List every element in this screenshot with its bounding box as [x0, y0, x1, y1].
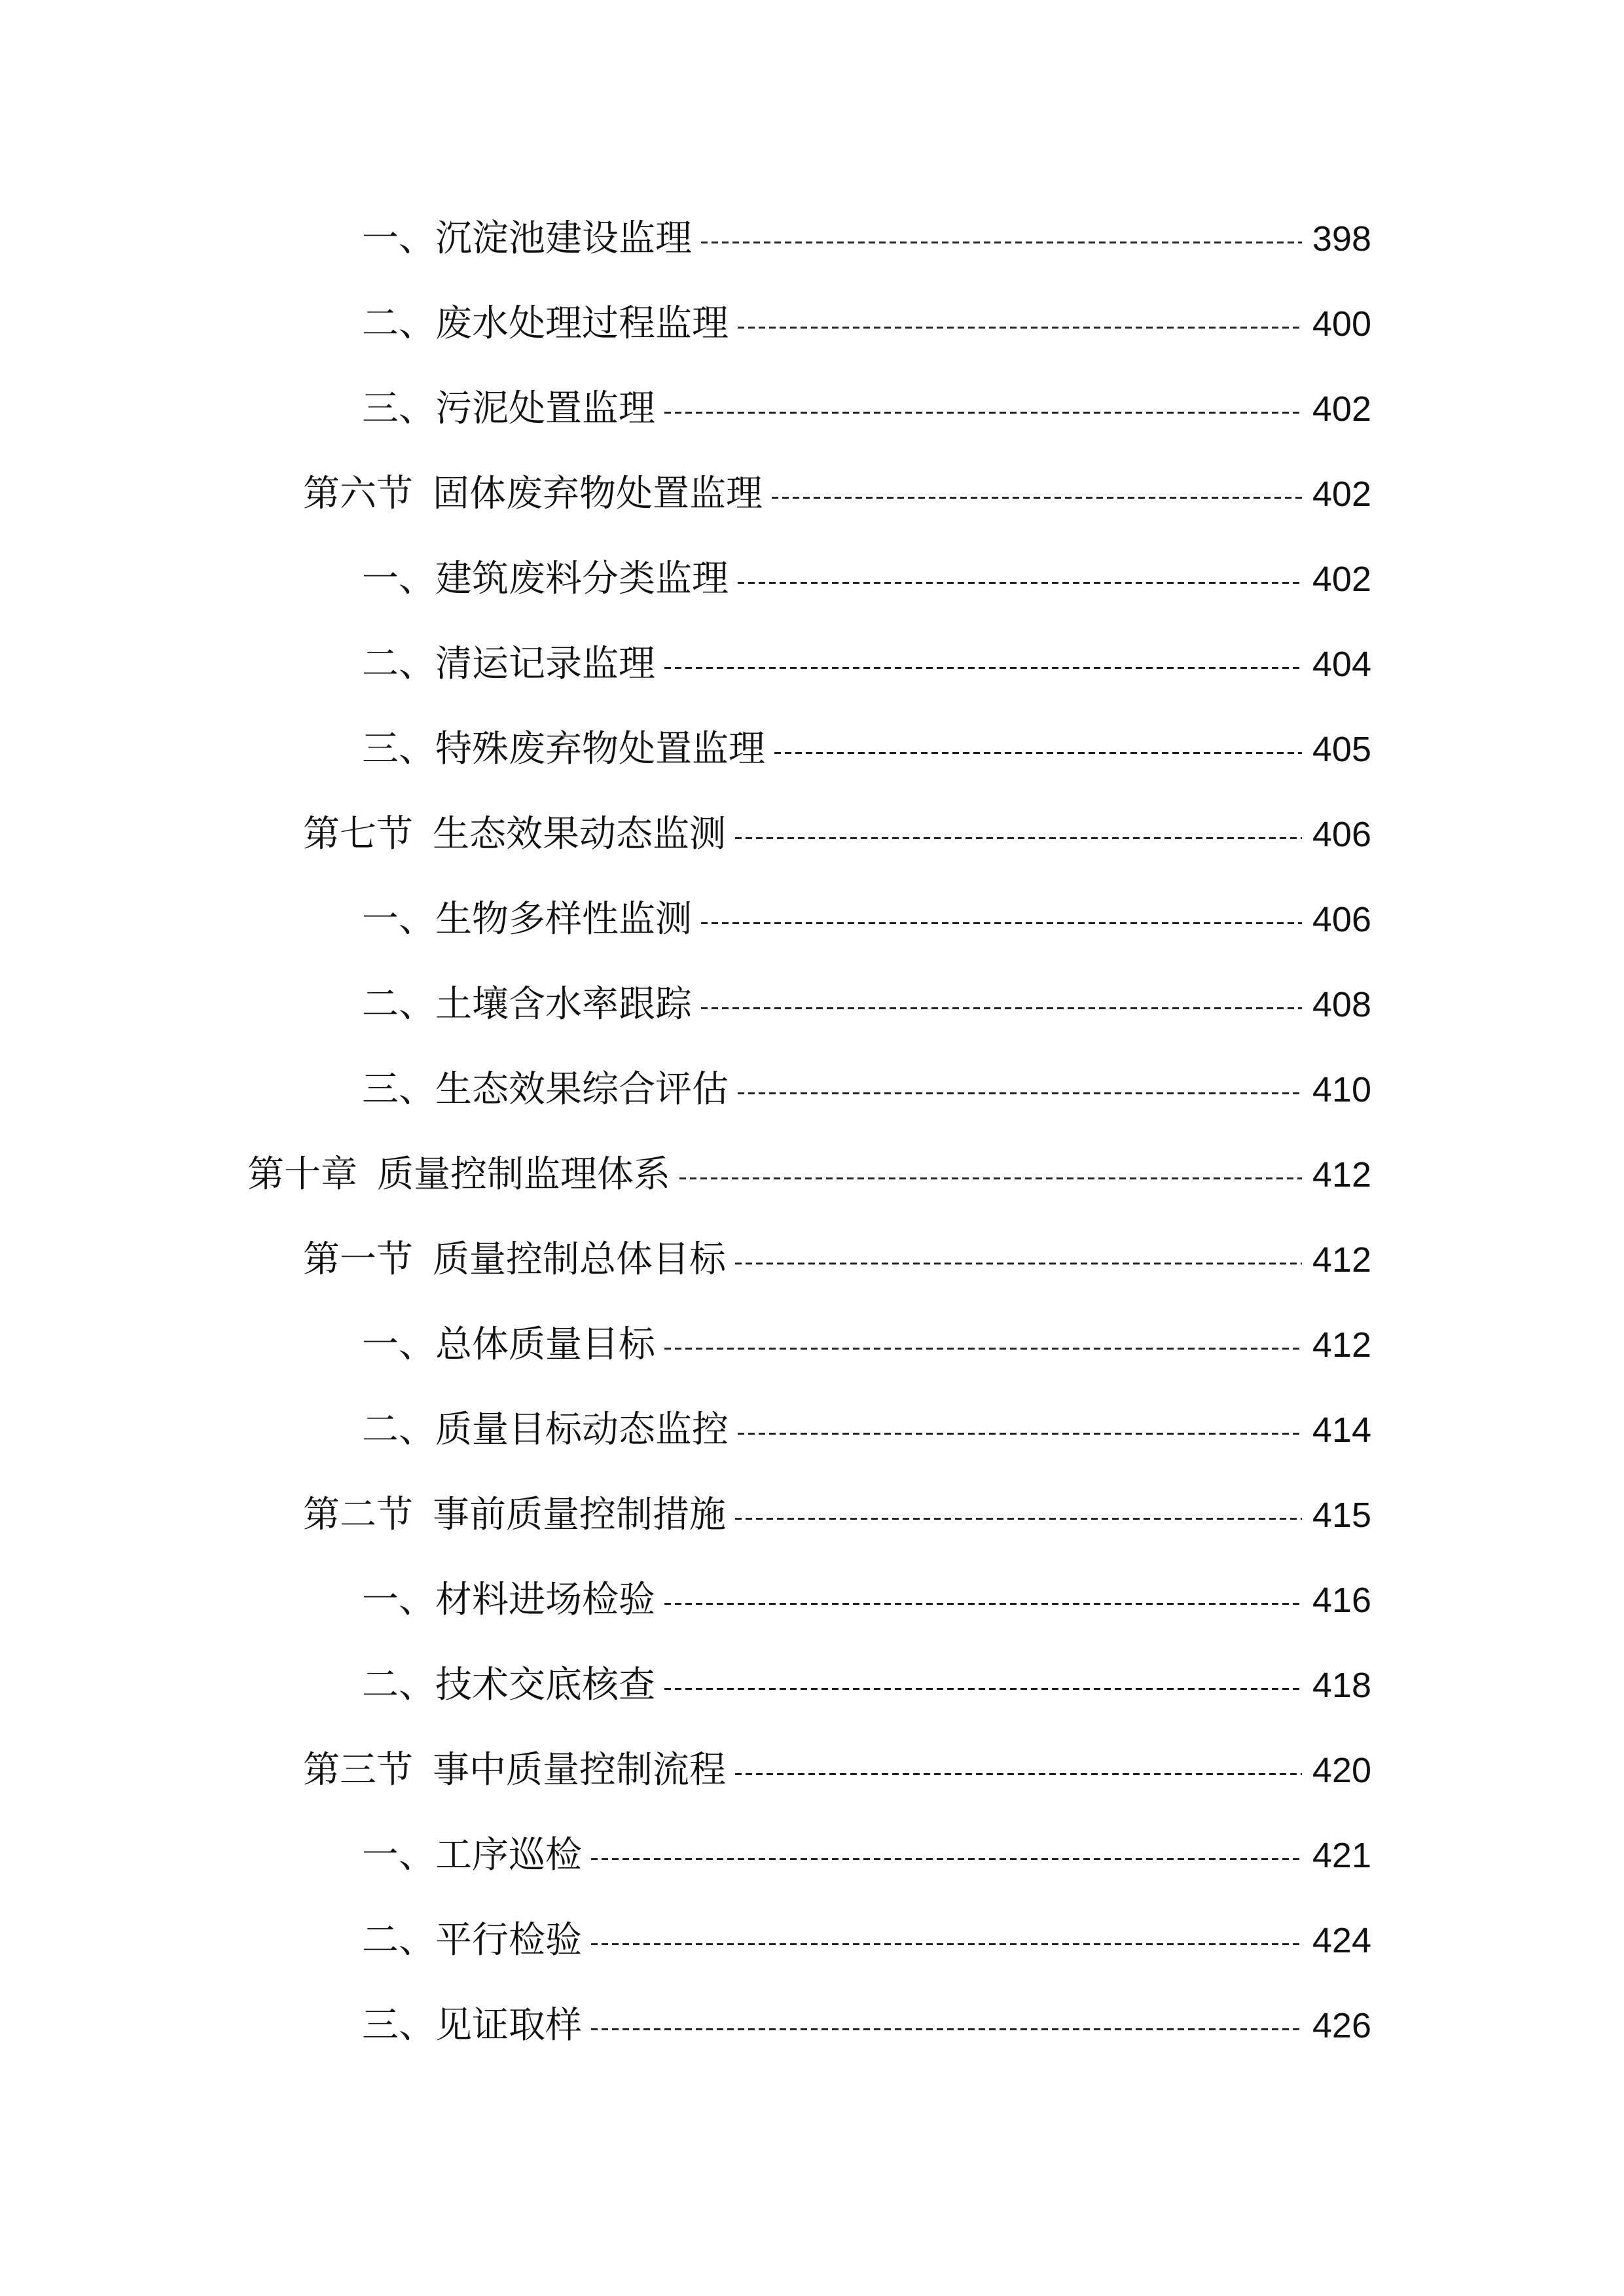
- toc-entry-label: [303, 1238, 726, 1281]
- toc-entry-label: [303, 1494, 726, 1536]
- toc-entry[interactable]: [0, 1132, 1624, 1217]
- toc-dot-leader: [701, 242, 1302, 243]
- toc-entry-number: 第六节: [303, 473, 413, 515]
- toc-entry-title: 沉淀池建设监理: [435, 217, 692, 260]
- toc-entry-label: [362, 898, 692, 941]
- toc-dot-leader: [738, 327, 1302, 329]
- toc-entry[interactable]: [0, 452, 1624, 537]
- toc-dot-leader: [774, 752, 1302, 754]
- toc-entry-title: 材料进场检验: [435, 1579, 655, 1621]
- toc-entry-label: [362, 1068, 729, 1111]
- toc-dot-leader: [701, 922, 1302, 924]
- toc-entry-title: 事前质量控制措施: [433, 1494, 726, 1536]
- toc-entry[interactable]: [0, 196, 1624, 281]
- toc-page-number: 414: [1312, 1410, 1371, 1450]
- toc-entry-title: 特殊废弃物处置监理: [435, 728, 765, 770]
- toc-entry-title: 事中质量控制流程: [433, 1749, 726, 1791]
- toc-page-number: 416: [1312, 1581, 1371, 1620]
- toc-entry-label: [303, 1749, 726, 1791]
- toc-entry-title: 质量控制总体目标: [433, 1238, 726, 1281]
- toc-page-number: 424: [1312, 1921, 1371, 1960]
- toc-entry-label: [303, 473, 763, 515]
- toc-entry-number: 三、: [362, 2004, 435, 2047]
- toc-entry-label: [362, 1408, 729, 1451]
- toc-entry-number: 三、: [362, 1068, 435, 1111]
- toc-entry-number: 一、: [362, 217, 435, 260]
- toc-page-number: 421: [1312, 1836, 1371, 1875]
- toc-dot-leader: [664, 1603, 1302, 1605]
- toc-entry-label: [362, 728, 765, 770]
- toc-entry-number: 一、: [362, 1579, 435, 1621]
- toc-entry-number: 二、: [362, 983, 435, 1026]
- toc-entry-label: [362, 2004, 582, 2047]
- toc-page-number: 405: [1312, 730, 1371, 769]
- toc-dot-leader: [735, 1263, 1302, 1265]
- toc-entry-label: [362, 643, 655, 685]
- toc-entry-title: 质量控制监理体系: [377, 1153, 670, 1196]
- toc-page-number: 402: [1312, 475, 1371, 514]
- toc-entry-number: 第二节: [303, 1494, 413, 1536]
- toc-dot-leader: [664, 412, 1302, 414]
- toc-dot-leader: [591, 1943, 1302, 1945]
- toc-entry-number: 第七节: [303, 813, 413, 855]
- toc-entry-title: 技术交底核查: [435, 1664, 655, 1706]
- toc-entry[interactable]: [0, 1388, 1624, 1473]
- toc-entry-number: 一、: [362, 898, 435, 941]
- toc-dot-leader: [738, 582, 1302, 584]
- toc-entry-label: [362, 302, 729, 345]
- toc-entry[interactable]: [0, 537, 1624, 622]
- toc-dot-leader: [664, 667, 1302, 669]
- toc-dot-leader: [591, 2028, 1302, 2030]
- toc-dot-leader: [664, 1688, 1302, 1690]
- toc-entry-label: [362, 1664, 655, 1706]
- toc-entry[interactable]: [0, 281, 1624, 367]
- toc-entry-label: [362, 1834, 582, 1876]
- toc-entry[interactable]: [0, 622, 1624, 707]
- toc-entry[interactable]: [0, 1643, 1624, 1728]
- toc-entry-number: 二、: [362, 1664, 435, 1706]
- toc-entry[interactable]: [0, 367, 1624, 452]
- toc-entry-label: [362, 1323, 655, 1366]
- toc-entry[interactable]: [0, 707, 1624, 792]
- toc-dot-leader: [664, 1348, 1302, 1350]
- toc-entry-title: 生态效果动态监测: [433, 813, 726, 855]
- toc-entry-number: 三、: [362, 728, 435, 770]
- toc-entry-title: 平行检验: [435, 1919, 582, 1962]
- toc-entry-title: 质量目标动态监控: [435, 1408, 729, 1451]
- toc-page-number: 415: [1312, 1496, 1371, 1535]
- toc-entry-title: 清运记录监理: [435, 643, 655, 685]
- toc-dot-leader: [772, 497, 1302, 499]
- toc-entry[interactable]: [0, 1047, 1624, 1132]
- toc-entry-label: [362, 387, 655, 430]
- toc-entry[interactable]: [0, 1898, 1624, 1983]
- toc-entry-title: 废水处理过程监理: [435, 302, 729, 345]
- toc-page-number: 400: [1312, 304, 1371, 344]
- toc-entry-label: [362, 983, 692, 1026]
- table-of-contents: [0, 196, 1624, 2068]
- toc-entry-number: 一、: [362, 558, 435, 600]
- toc-entry-label: [362, 1579, 655, 1621]
- toc-entry-title: 生物多样性监测: [435, 898, 692, 941]
- toc-dot-leader: [591, 1858, 1302, 1860]
- toc-entry-number: 第一节: [303, 1238, 413, 1281]
- toc-page-number: 410: [1312, 1070, 1371, 1109]
- toc-entry-label: [362, 217, 692, 260]
- toc-entry[interactable]: [0, 792, 1624, 877]
- toc-dot-leader: [738, 1433, 1302, 1435]
- toc-entry[interactable]: [0, 962, 1624, 1047]
- toc-entry-title: 固体废弃物处置监理: [433, 473, 763, 515]
- toc-entry-label: [247, 1153, 670, 1196]
- toc-entry-number: 一、: [362, 1323, 435, 1366]
- toc-entry[interactable]: [0, 877, 1624, 962]
- toc-entry[interactable]: [0, 1302, 1624, 1388]
- toc-entry-number: 三、: [362, 387, 435, 430]
- toc-entry-number: 第三节: [303, 1749, 413, 1791]
- toc-page-number: 398: [1312, 219, 1371, 259]
- toc-page-number: 408: [1312, 985, 1371, 1024]
- toc-entry-title: 建筑废料分类监理: [435, 558, 729, 600]
- toc-page-number: 412: [1312, 1240, 1371, 1280]
- toc-entry-title: 污泥处置监理: [435, 387, 655, 430]
- toc-entry-number: 二、: [362, 1919, 435, 1962]
- toc-entry-number: 第十章: [247, 1153, 357, 1196]
- toc-entry-title: 总体质量目标: [435, 1323, 655, 1366]
- toc-dot-leader: [735, 1518, 1302, 1520]
- toc-page-number: 426: [1312, 2006, 1371, 2045]
- toc-dot-leader: [735, 837, 1302, 839]
- toc-entry[interactable]: [0, 1558, 1624, 1643]
- toc-entry[interactable]: [0, 1728, 1624, 1813]
- toc-entry-number: 二、: [362, 1408, 435, 1451]
- toc-page-number: 406: [1312, 900, 1371, 939]
- toc-entry[interactable]: [0, 1813, 1624, 1898]
- toc-page-number: 402: [1312, 560, 1371, 599]
- toc-entry[interactable]: [0, 1473, 1624, 1558]
- toc-entry-label: [362, 558, 729, 600]
- toc-entry-number: 一、: [362, 1834, 435, 1876]
- toc-dot-leader: [701, 1007, 1302, 1009]
- toc-page-number: 406: [1312, 815, 1371, 854]
- toc-entry-number: 二、: [362, 643, 435, 685]
- toc-entry-label: [362, 1919, 582, 1962]
- toc-page-number: 402: [1312, 389, 1371, 429]
- toc-page-number: 420: [1312, 1751, 1371, 1790]
- toc-page-number: 412: [1312, 1155, 1371, 1194]
- toc-entry[interactable]: [0, 1983, 1624, 2068]
- toc-entry-title: 见证取样: [435, 2004, 582, 2047]
- toc-dot-leader: [735, 1773, 1302, 1775]
- toc-page-number: 404: [1312, 645, 1371, 684]
- toc-entry-label: [303, 813, 726, 855]
- toc-dot-leader: [738, 1092, 1302, 1094]
- toc-page-number: 418: [1312, 1666, 1371, 1705]
- toc-page-number: 412: [1312, 1325, 1371, 1365]
- toc-dot-leader: [679, 1177, 1302, 1179]
- toc-entry-number: 二、: [362, 302, 435, 345]
- toc-entry[interactable]: [0, 1217, 1624, 1302]
- toc-entry-title: 生态效果综合评估: [435, 1068, 729, 1111]
- toc-entry-title: 工序巡检: [435, 1834, 582, 1876]
- toc-entry-title: 土壤含水率跟踪: [435, 983, 692, 1026]
